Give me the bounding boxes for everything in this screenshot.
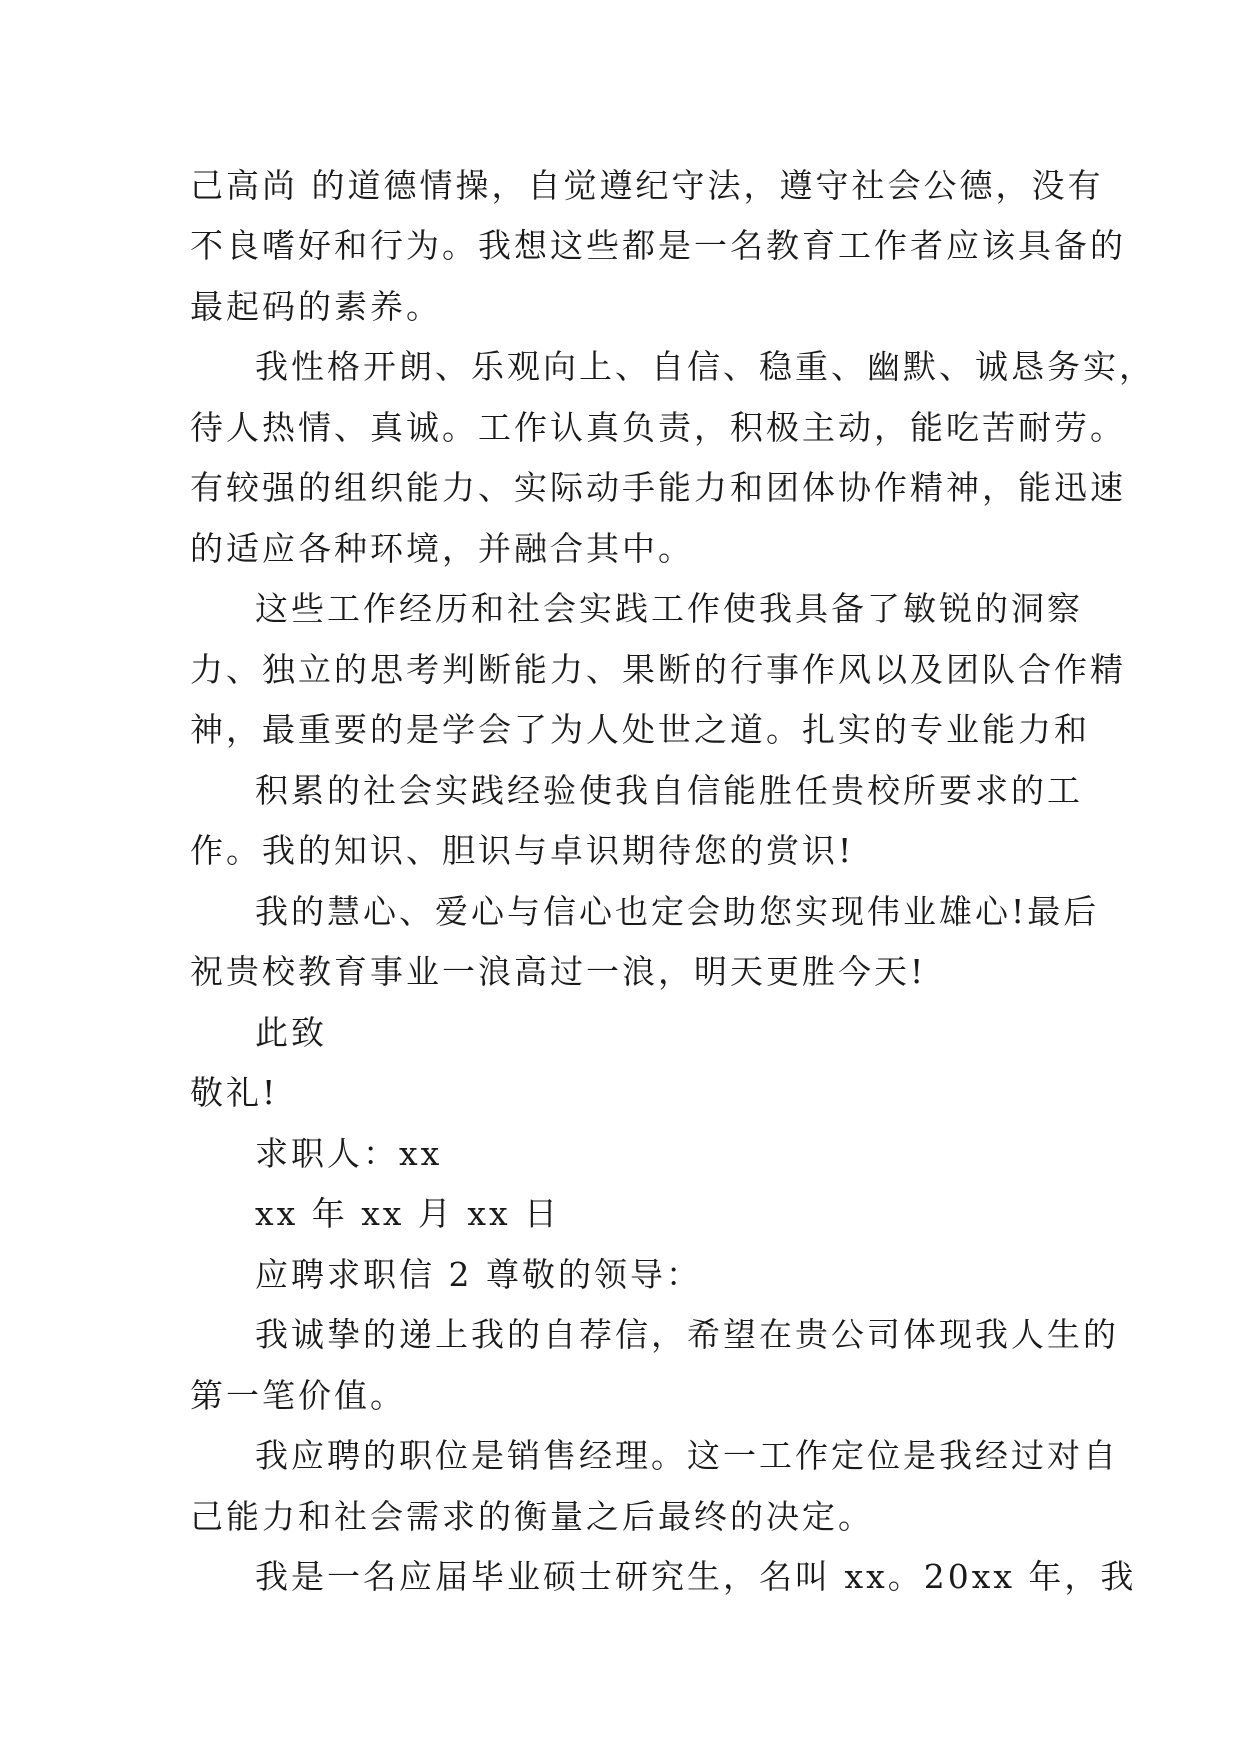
text-line: 待人热情、真诚。工作认真负责，积极主动，能吃苦耐劳。	[190, 408, 1126, 447]
text-line: 这些工作经历和社会实践工作使我具备了敏锐的洞察	[255, 589, 1083, 628]
text-line: 不良嗜好和行为。我想这些都是一名教育工作者应该具备的	[190, 226, 1126, 265]
text-line: 神，最重要的是学会了为人处世之道。扎实的专业能力和	[190, 710, 1090, 749]
text-line: 己能力和社会需求的衡量之后最终的决定。	[190, 1497, 874, 1536]
text-line: 我的慧心、爱心与信心也定会助您实现伟业雄心!最后	[255, 892, 1100, 931]
text-line: 我性格开朗、乐观向上、自信、稳重、幽默、诚恳务实，	[255, 347, 1155, 386]
text-line: 我是一名应届毕业硕士研究生，名叫 xx。20xx 年，我	[255, 1557, 1137, 1596]
text-line: xx 年 xx 月 xx 日	[255, 1194, 561, 1233]
text-line: 己高尚 的道德情操，自觉遵纪守法，遵守社会公德，没有	[190, 166, 1104, 205]
text-line: 求职人：xx	[255, 1134, 443, 1173]
text-line: 我诚挚的递上我的自荐信，希望在贵公司体现我人生的	[255, 1315, 1119, 1354]
text-line: 积累的社会实践经验使我自信能胜任贵校所要求的工	[255, 771, 1083, 810]
text-line: 第一笔价值。	[190, 1376, 406, 1415]
text-line: 敬礼!	[190, 1073, 279, 1112]
text-line: 祝贵校教育事业一浪高过一浪，明天更胜今天!	[190, 952, 927, 991]
text-line: 我应聘的职位是销售经理。这一工作定位是我经过对自	[255, 1436, 1119, 1475]
text-line: 的适应各种环境，并融合其中。	[190, 529, 694, 568]
text-line: 此致	[255, 1013, 327, 1052]
text-line: 有较强的组织能力、实际动手能力和团体协作精神，能迅速	[190, 468, 1126, 507]
text-line: 应聘求职信 2 尊敬的领导：	[255, 1255, 702, 1294]
text-line: 最起码的素养。	[190, 287, 442, 326]
text-line: 作。我的知识、胆识与卓识期待您的赏识!	[190, 831, 855, 870]
text-line: 力、独立的思考判断能力、果断的行事作风以及团队合作精	[190, 650, 1126, 689]
